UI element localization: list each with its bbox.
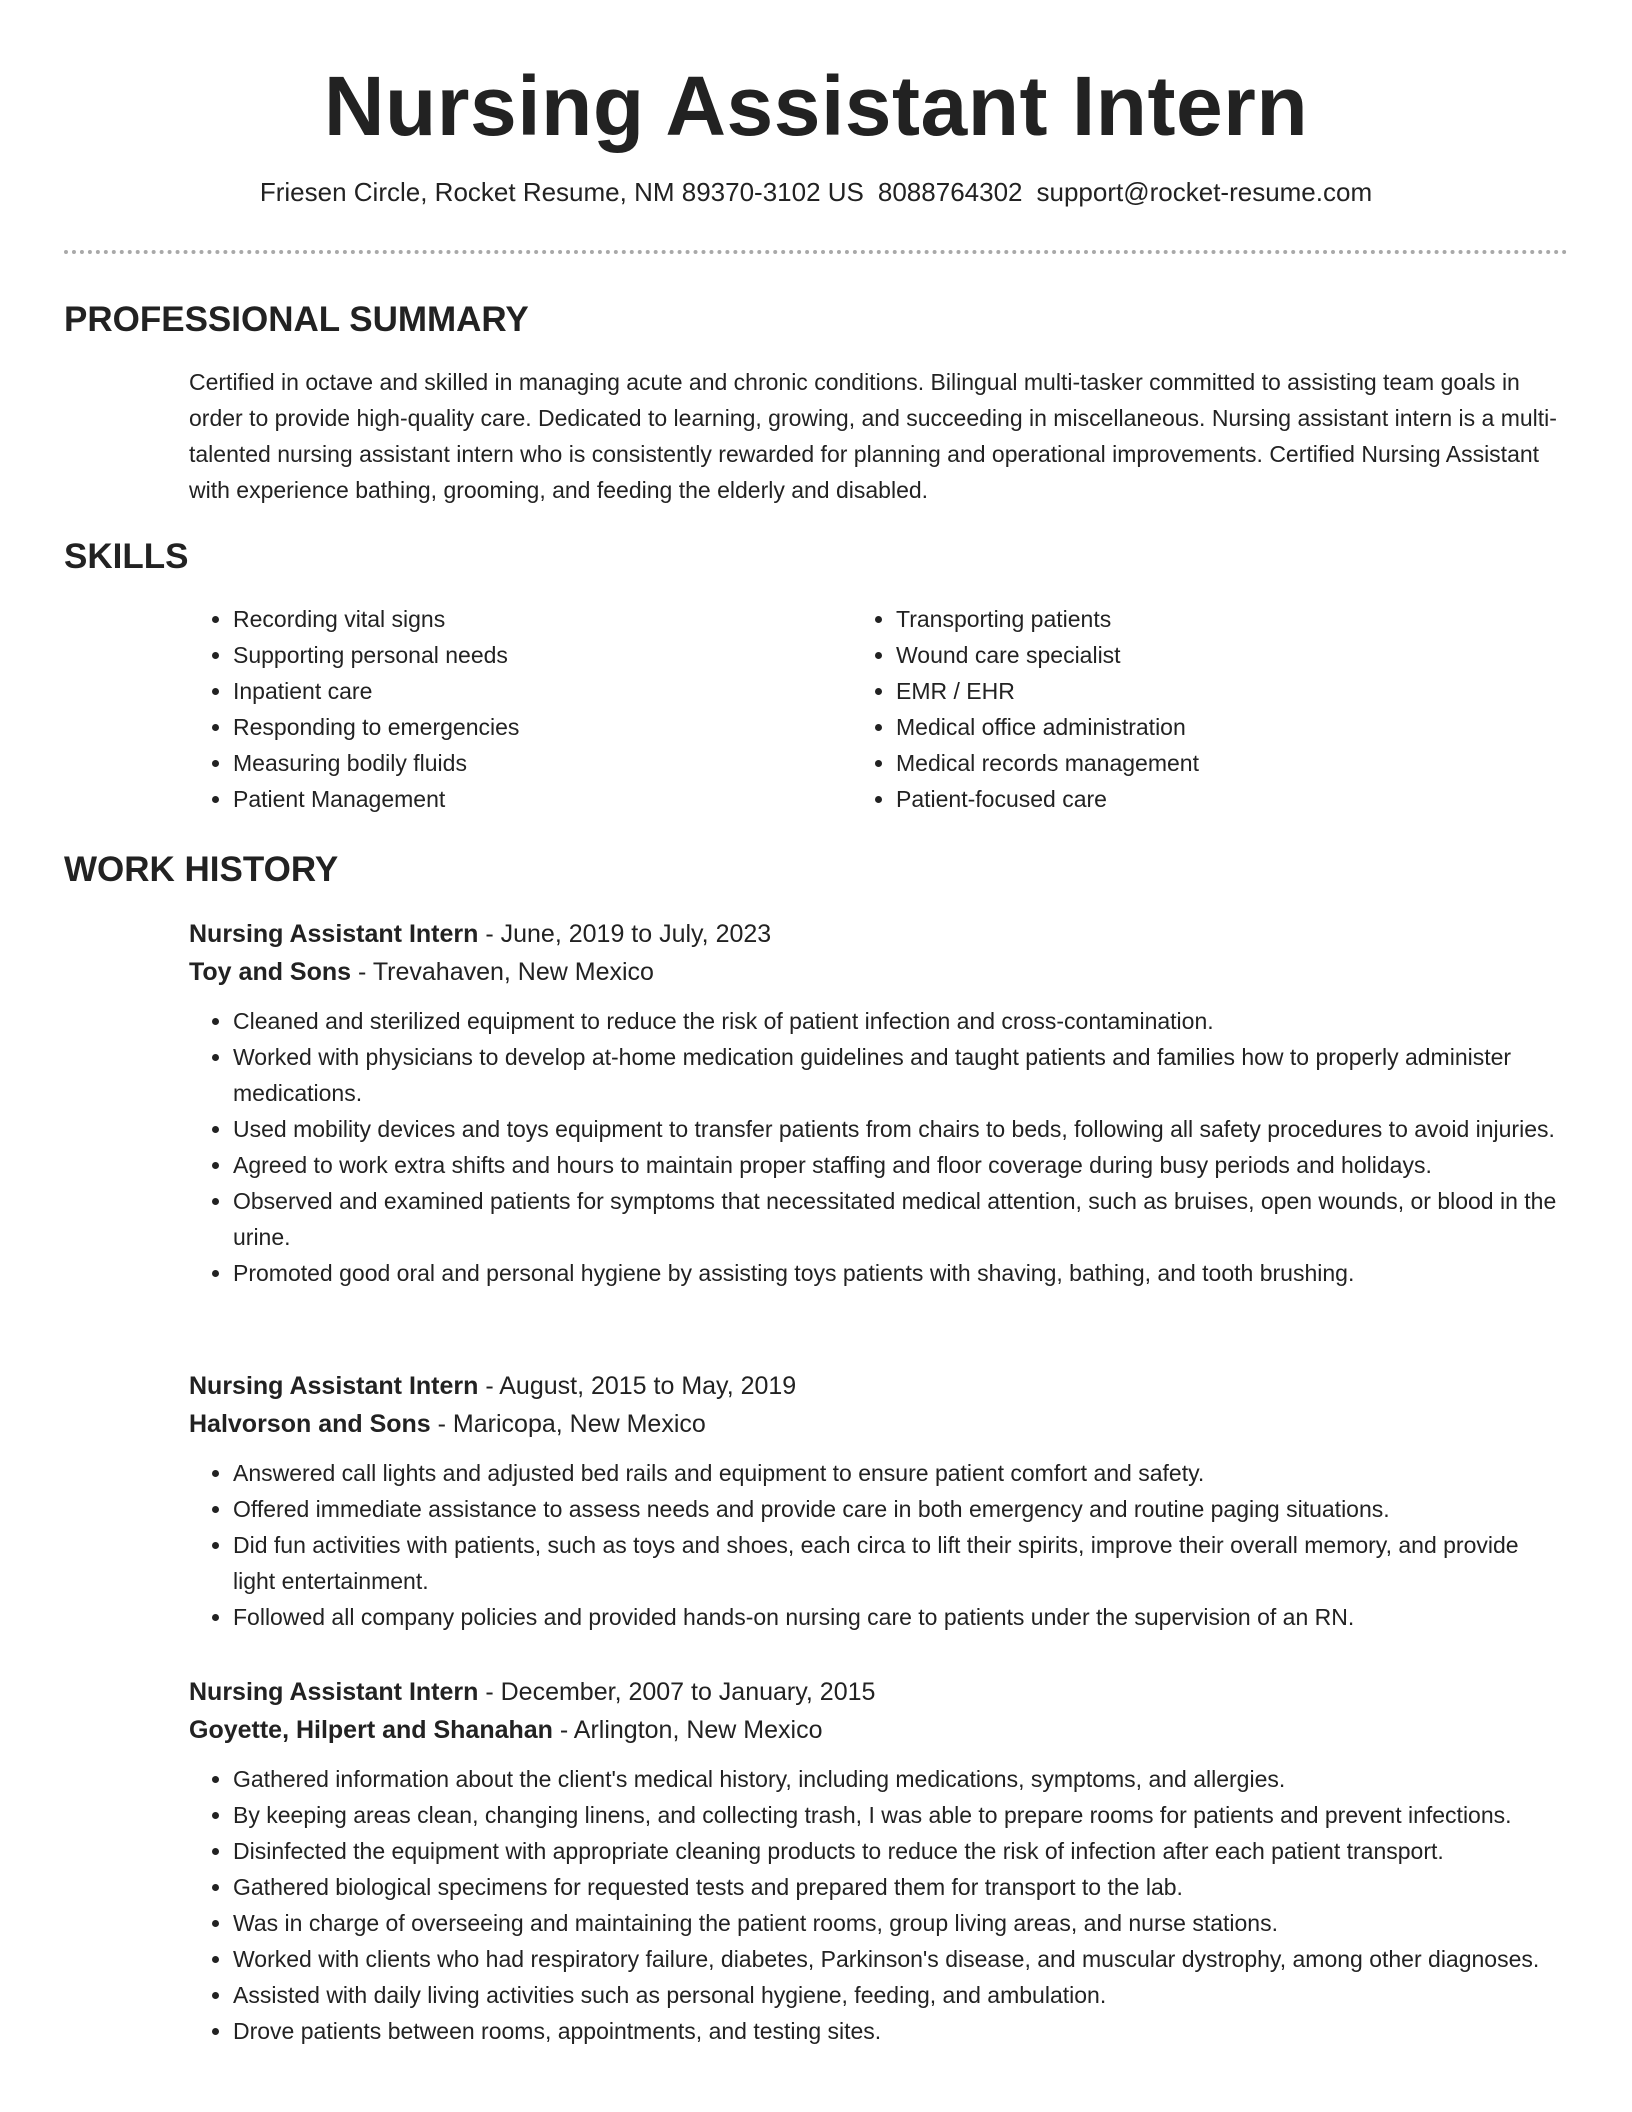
summary-text: Certified in octave and skilled in managing acute and chronic conditions. Bilingual multi-tasker committed to assisting team goals in order to provide high-quality care. Dedicated to learning, growing, and succeeding in miscellaneous. Nursing assistant intern is a multi-talented nursing assistant intern who is consistently rewarded for planning and operational improvements. Certified Nursing Assistant with experience bathing, grooming, and feeding the elderly and disabled.: [189, 369, 1557, 503]
job-role: Nursing Assistant Intern: [189, 920, 479, 948]
skills-heading: SKILLS: [64, 537, 189, 576]
header-divider: [64, 250, 1568, 254]
contact-address: Friesen Circle, Rocket Resume, NM 89370-3102 US: [259, 177, 864, 207]
duty-item: • Followed all company policies and provided hands-on nursing care to patients under the supervision of an RN.: [233, 1599, 1559, 1635]
job-dates: - June, 2019 to July, 2023: [478, 920, 772, 948]
duty-item: • Assisted with daily living activities such as personal hygiene, feeding, and ambulation.: [233, 1977, 1559, 2013]
summary-block: [189, 364, 1559, 508]
duty-item: • By keeping areas clean, changing linens, and collecting trash, I was able to prepare rooms for patients and prevent infections.: [233, 1797, 1559, 1833]
skill-item: • Inpatient care: [233, 673, 896, 709]
work-history-heading: WORK HISTORY: [64, 850, 339, 889]
job-duties: [189, 1761, 1559, 2049]
job-entry: [189, 1367, 1559, 1635]
job-role: Nursing Assistant Intern: [189, 1372, 479, 1400]
job-company-line: [189, 1711, 1559, 1749]
duty-item: • Disinfected the equipment with appropriate cleaning products to reduce the risk of infection after each patient transport.: [233, 1833, 1559, 1869]
summary-heading: PROFESSIONAL SUMMARY: [64, 300, 529, 339]
duty-item: • Gathered biological specimens for requested tests and prepared them for transport to the lab.: [233, 1869, 1559, 1905]
job-company: Toy and Sons: [189, 958, 352, 986]
job-company-line: [189, 1405, 1559, 1443]
duty-item: • Offered immediate assistance to assess needs and provide care in both emergency and routine paging situations.: [233, 1491, 1559, 1527]
contact-line: [64, 176, 1568, 208]
skill-item: • Medical records management: [896, 745, 1559, 781]
job-title-line: [189, 915, 1559, 953]
duty-item: • Used mobility devices and toys equipment to transfer patients from chairs to beds, following all safety procedures to avoid injuries.: [233, 1111, 1559, 1147]
job-entry: [189, 915, 1559, 1291]
job-location: - Maricopa, New Mexico: [430, 1410, 706, 1438]
duty-item: • Worked with clients who had respiratory failure, diabetes, Parkinson's disease, and muscular dystrophy, among other diagnoses.: [233, 1941, 1559, 1977]
duty-item: • Cleaned and sterilized equipment to reduce the risk of patient infection and cross-contamination.: [233, 1003, 1559, 1039]
job-location: - Trevahaven, New Mexico: [351, 958, 654, 986]
duty-item: • Was in charge of overseeing and maintaining the patient rooms, group living areas, and nurse stations.: [233, 1905, 1559, 1941]
job-company-line: [189, 953, 1559, 991]
duty-item: • Answered call lights and adjusted bed rails and equipment to ensure patient comfort and safety.: [233, 1455, 1559, 1491]
skill-item: • Medical office administration: [896, 709, 1559, 745]
skill-item: • Patient-focused care: [896, 781, 1559, 817]
contact-phone: 8088764302: [877, 177, 1023, 207]
job-company: Halvorson and Sons: [189, 1410, 431, 1438]
duty-item: • Gathered information about the client's medical history, including medications, symptoms, and allergies.: [233, 1761, 1559, 1797]
duty-item: • Worked with physicians to develop at-home medication guidelines and taught patients and families how to properly administer medications.: [233, 1039, 1559, 1111]
job-duties: [189, 1003, 1559, 1291]
skill-item: • Recording vital signs: [233, 601, 896, 637]
job-location: - Arlington, New Mexico: [552, 1716, 823, 1744]
duty-item: • Did fun activities with patients, such as toys and shoes, each circa to lift their spirits, improve their overall memory, and provide light entertainment.: [233, 1527, 1559, 1599]
job-dates: - August, 2015 to May, 2019: [478, 1372, 797, 1400]
skills-column-right: [896, 601, 1559, 817]
job-entry: [189, 1673, 1559, 2049]
job-dates: - December, 2007 to January, 2015: [478, 1678, 876, 1706]
candidate-name: Nursing Assistant Intern: [323, 59, 1309, 153]
skills-block: [189, 601, 1559, 817]
skill-item: • Wound care specialist: [896, 637, 1559, 673]
skills-column-left: [189, 601, 896, 817]
skill-item: • Supporting personal needs: [233, 637, 896, 673]
duty-item: • Observed and examined patients for symptoms that necessitated medical attention, such as bruises, open wounds, or blood in the urine.: [233, 1183, 1559, 1255]
duty-item: • Agreed to work extra shifts and hours to maintain proper staffing and floor coverage during busy periods and holidays.: [233, 1147, 1559, 1183]
skill-item: • Responding to emergencies: [233, 709, 896, 745]
skill-item: • Measuring bodily fluids: [233, 745, 896, 781]
resume-header: [64, 52, 1568, 208]
skill-item: • Transporting patients: [896, 601, 1559, 637]
duty-item: • Promoted good oral and personal hygiene by assisting toys patients with shaving, bathing, and tooth brushing.: [233, 1255, 1559, 1291]
contact-email: support@rocket-resume.com: [1036, 177, 1373, 207]
job-role: Nursing Assistant Intern: [189, 1678, 479, 1706]
job-duties: [189, 1455, 1559, 1635]
skill-item: • EMR / EHR: [896, 673, 1559, 709]
job-title-line: [189, 1367, 1559, 1405]
duty-item: • Drove patients between rooms, appointments, and testing sites.: [233, 2013, 1559, 2049]
job-company: Goyette, Hilpert and Shanahan: [189, 1716, 553, 1744]
job-title-line: [189, 1673, 1559, 1711]
skill-item: • Patient Management: [233, 781, 896, 817]
